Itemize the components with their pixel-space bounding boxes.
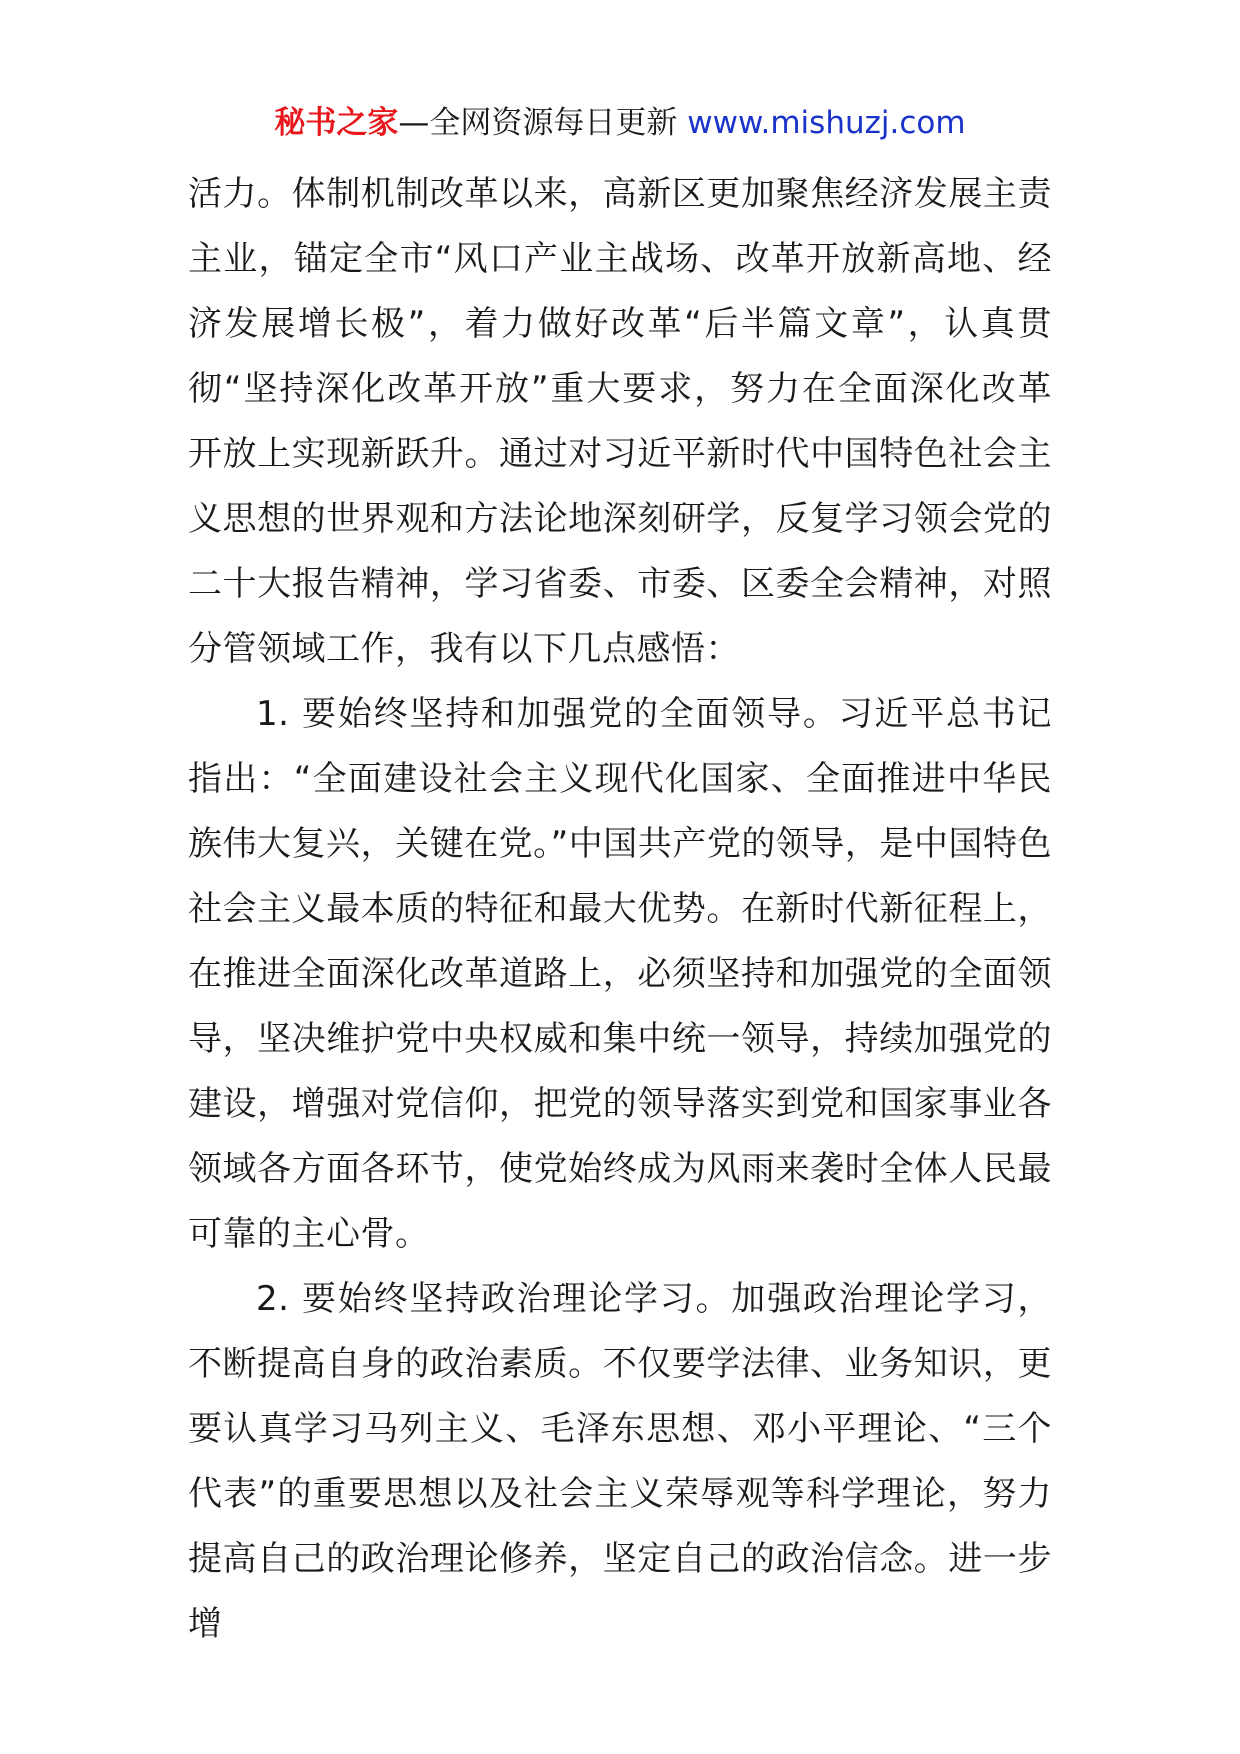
paragraph-point-2: 2. 要始终坚持政治理论学习。加强政治理论学习，不断提高自身的政治素质。不仅要学法律、业务知识，更要认真学习马列主义、毛泽东思想、邓小平理论、“三个代表”的重要思想以及社会主义荣辱观等科学理论，努力提高自己的政治理论修养，坚定自己的政治信念。进一步增 (188, 1279, 1052, 1644)
site-url-link[interactable]: www.mishuzj.com (687, 105, 966, 141)
brand-name: 秘书之家 (274, 105, 399, 141)
paragraph-point-1: 1. 要始终坚持和加强党的全面领导。习近平总书记指出：“全面建设社会主义现代化国家、全面推进中华民族伟大复兴，关键在党。”中国共产党的领导，是中国特色社会主义最本质的特征和最大优势。在新时代新征程上，在推进全面深化改革道路上，必须坚持和加强党的全面领导，坚决维护党中央权威和集中统一领导，持续加强党的建设，增强对党信仰，把党的领导落实到党和国家事业各领域各方面各环节，使党始终成为风雨来袭时全体人民最可靠的主心骨。 (188, 694, 1052, 1254)
document-body (188, 162, 1052, 1657)
paragraph-intro: 活力。体制机制改革以来，高新区更加聚焦经济发展主责主业，锚定全市“风口产业主战场、改革开放新高地、经济发展增长极”，着力做好改革“后半篇文章”，认真贯彻“坚持深化改革开放”重大要求，努力在全面深化改革开放上实现新跃升。通过对习近平新时代中国特色社会主义思想的世界观和方法论地深刻研学，反复学习领会党的二十大报告精神，学习省委、市委、区委全会精神，对照分管领域工作，我有以下几点感悟： (188, 174, 1052, 669)
header-tagline: —全网资源每日更新 (398, 105, 688, 141)
page-header (0, 100, 1240, 146)
